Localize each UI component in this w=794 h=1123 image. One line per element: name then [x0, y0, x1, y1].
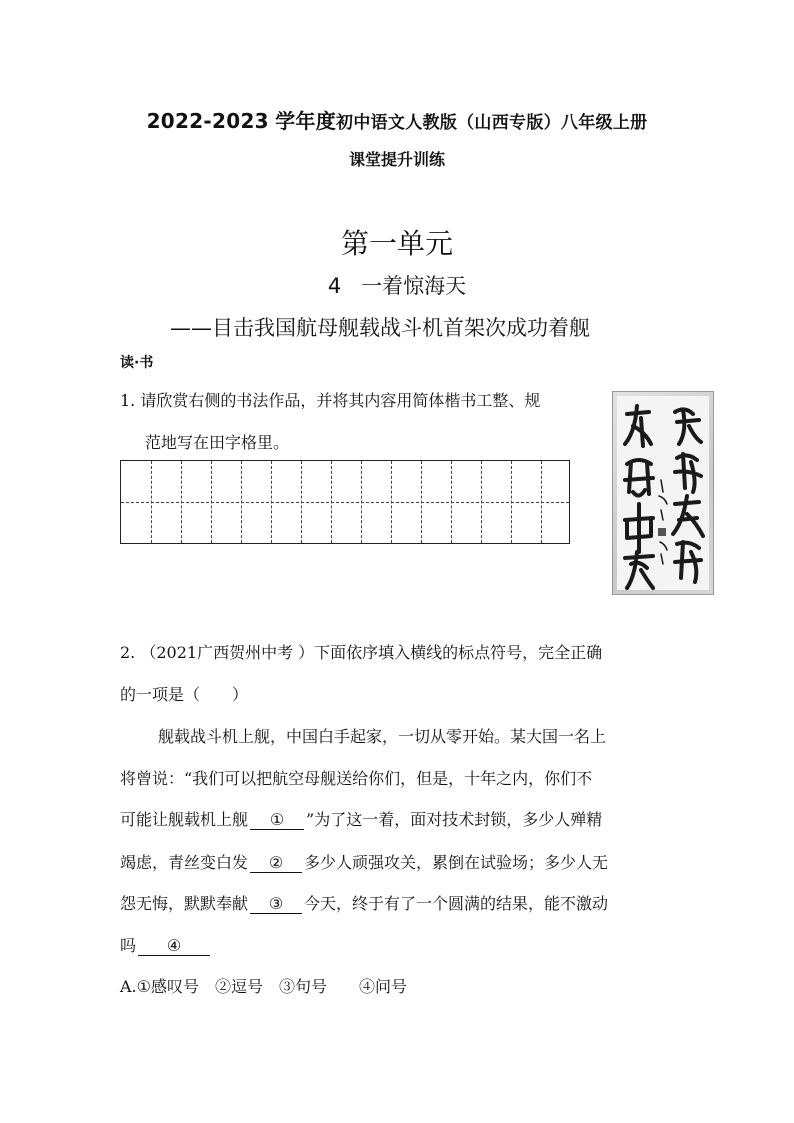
document-subtitle: 课堂提升训练: [348, 150, 445, 169]
grid-cell-divider: [181, 461, 182, 543]
blank-4: ④: [138, 936, 210, 956]
blank-3: ③: [250, 894, 302, 914]
passage-line-5: [120, 891, 608, 914]
academic-year: 学年度: [275, 109, 337, 133]
grid-cell-divider: [541, 461, 542, 543]
question-2-line-2: 的一项是（ ）: [120, 685, 249, 704]
tianzige-grid[interactable]: [120, 460, 570, 544]
section-label: 读·书: [120, 355, 154, 371]
passage-line-4: [120, 850, 608, 873]
unit-title: 第一单元: [340, 227, 453, 260]
course-name: 初中语文人教版（山西专版）八年级上册: [336, 113, 648, 133]
grid-cell-divider: [481, 461, 482, 543]
passage-text: 多少人顽强攻关，累倒在试验场；多少人无: [304, 853, 609, 872]
lesson-subtitle: ——目击我国航母舰载战斗机首架次成功着舰: [170, 316, 590, 340]
grid-midline: [121, 502, 569, 503]
passage-text: ”为了这一着，面对技术封锁，多少人殚精: [306, 810, 603, 829]
passage-line-3: [120, 807, 602, 830]
grid-cell-divider: [391, 461, 392, 543]
grid-cell-divider: [151, 461, 152, 543]
lesson-title: [0, 270, 794, 300]
year-range: 2022-2023: [146, 109, 269, 133]
question-1-line-2: 范地写在田字格里。: [145, 433, 290, 452]
lesson-number: 4: [327, 274, 342, 298]
option-a[interactable]: A.①感叹号 ②逗号 ③句号 ④问号: [120, 977, 407, 996]
calligraphy-brushwork: [613, 392, 713, 594]
grid-cell-divider: [451, 461, 452, 543]
grid-cell-divider: [361, 461, 362, 543]
blank-2: ②: [250, 853, 302, 873]
passage-text: 可能让舰载机上舰: [120, 810, 249, 829]
question-1-line-1: 1. 请欣赏右侧的书法作品，并将其内容用简体楷书工整、规: [120, 391, 541, 410]
question-2-line-1: 2. （2021广西贺州中考 ）下面依序填入横线的标点符号，完全正确: [120, 643, 603, 662]
passage-line-1: 舰载战斗机上舰，中国白手起家，一切从零开始。某大国一名上: [158, 727, 607, 746]
passage-text: 怨无悔，默默奉献: [120, 894, 249, 913]
grid-cell-divider: [211, 461, 212, 543]
calligraphy-artwork: [612, 391, 714, 595]
passage-line-6: [120, 933, 212, 956]
grid-cell-divider: [241, 461, 242, 543]
lesson-name: 一着惊海天: [361, 274, 467, 298]
grid-cell-divider: [301, 461, 302, 543]
passage-text: 吗: [120, 936, 137, 955]
passage-text: 今天，终于有了一个圆满的结果，能不激动: [304, 894, 609, 913]
grid-cell-divider: [271, 461, 272, 543]
passage-line-2: 将曾说：“我们可以把航空母舰送给你们，但是，十年之内，你们不: [120, 769, 593, 788]
blank-1: ①: [250, 810, 304, 830]
grid-cell-divider: [421, 461, 422, 543]
grid-cell-divider: [511, 461, 512, 543]
document-header: [0, 105, 794, 134]
passage-text: 竭虑，青丝变白发: [120, 853, 249, 872]
grid-cell-divider: [331, 461, 332, 543]
